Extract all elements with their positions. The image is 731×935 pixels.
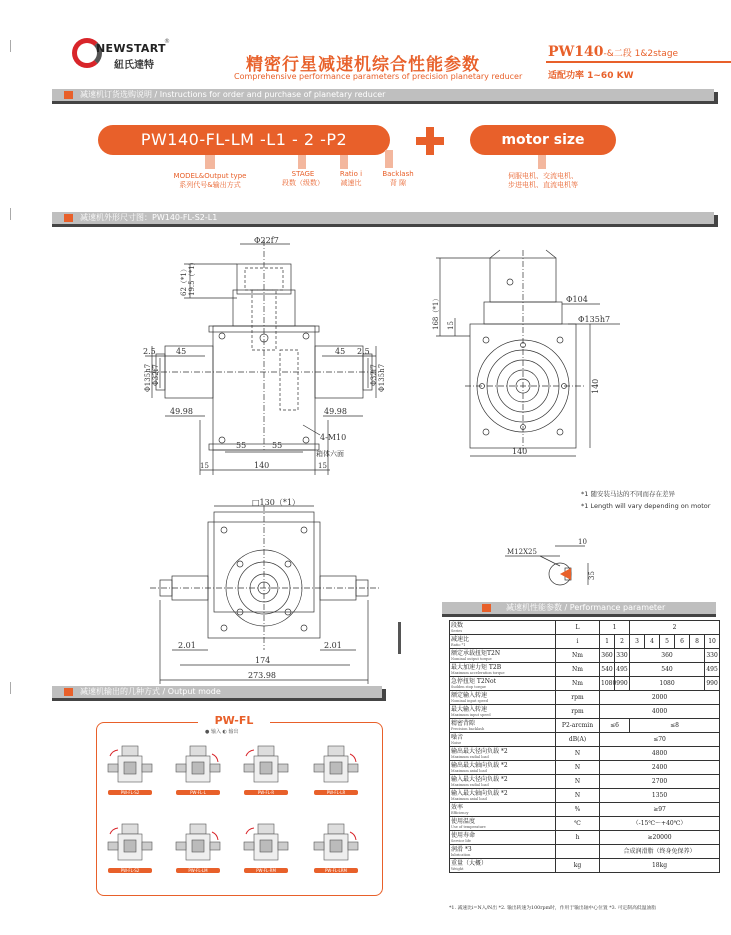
table-cell: L bbox=[556, 621, 600, 635]
row-label: 额定输入转速 Nominal input speed bbox=[450, 691, 556, 705]
callout-stage: STAGE 段数（级数） bbox=[282, 170, 324, 187]
row-label: 额定承载扭矩T2N Nominal output torque bbox=[450, 649, 556, 663]
table-cell: dB(A) bbox=[556, 733, 600, 747]
callout-motor: 伺服电机、交流电机、 步进电机、直流电机等 bbox=[508, 172, 578, 189]
table-cell: 1350 bbox=[600, 789, 720, 803]
table-cell: 10 bbox=[705, 635, 720, 649]
row-label: 段数 Series bbox=[450, 621, 556, 635]
row-label: 输入最大轴向负载 *2 Maximum axial load bbox=[450, 789, 556, 803]
order-section-bar: 减速机订货选购说明 / Instructions for order and purchase of planetary reducer bbox=[52, 89, 714, 101]
table-cell: 18kg bbox=[600, 859, 720, 873]
table-cell: N bbox=[556, 761, 600, 775]
dim-25a: 2.5 bbox=[143, 347, 156, 356]
dim-m10-cn: 箱体六面 bbox=[316, 450, 344, 458]
table-cell: 5 bbox=[660, 635, 675, 649]
table-cell: 1 bbox=[600, 621, 630, 635]
dim-168: 168（*1） bbox=[432, 294, 440, 330]
output-mode-label: PW-FL-R bbox=[244, 790, 288, 795]
output-mode-title: PW-FL bbox=[198, 714, 270, 727]
output-mode-drawing bbox=[310, 740, 362, 790]
output-mode-item bbox=[104, 740, 156, 798]
table-cell: 330 bbox=[705, 649, 720, 663]
table-cell: 990 bbox=[705, 677, 720, 691]
table-cell: h bbox=[556, 831, 600, 845]
table-cell: P2-arcmin bbox=[556, 719, 600, 733]
output-mode-label: PW-FL-S2 bbox=[108, 868, 152, 873]
row-label: 使用温度 Use of temperature bbox=[450, 817, 556, 831]
table-cell: rpm bbox=[556, 691, 600, 705]
output-mode-drawing bbox=[240, 818, 292, 868]
table-row bbox=[450, 733, 720, 747]
table-row bbox=[450, 691, 720, 705]
dim-d104: Φ104 bbox=[566, 295, 588, 304]
motor-size-label: motor size bbox=[470, 125, 616, 155]
table-cell: 合成润滑脂（终身免保养） bbox=[600, 845, 720, 859]
callout-ratio: Ratio i 减速比 bbox=[339, 170, 363, 187]
output-mode-item bbox=[240, 818, 292, 876]
output-mode-label: PW-FL-LRM bbox=[314, 868, 358, 873]
output-mode-drawing bbox=[104, 818, 156, 868]
table-cell bbox=[556, 845, 600, 859]
margin-mark bbox=[10, 40, 11, 52]
row-label: 急停扭矩 T2Not Sudden stop torque bbox=[450, 677, 556, 691]
dim-d135a: Φ135h7 bbox=[144, 363, 152, 392]
dim-d135b: Φ135h7 bbox=[378, 363, 386, 392]
order-code: PW140-FL-LM -L1 - 2 -P2 bbox=[98, 125, 390, 155]
output-mode-label: PW-FL-L bbox=[176, 790, 220, 795]
row-label: 最大加速力矩 T2B Maximum acceleration torque bbox=[450, 663, 556, 677]
dim-k35: 35 bbox=[588, 571, 596, 580]
dim-140: 140 bbox=[254, 461, 270, 470]
output-mode-label: PW-FL-S2 bbox=[108, 790, 152, 795]
row-label: 减速比 Ratio *1 bbox=[450, 635, 556, 649]
table-cell: N bbox=[556, 775, 600, 789]
table-cell: ≥97 bbox=[600, 803, 720, 817]
row-label: 润滑 *3 lubrication bbox=[450, 845, 556, 859]
table-cell: 360 bbox=[600, 649, 615, 663]
table-cell: 3 bbox=[630, 635, 645, 649]
table-cell: 330 bbox=[615, 649, 630, 663]
table-cell: ≤70 bbox=[600, 733, 720, 747]
row-label: 重量（大概） Weight bbox=[450, 859, 556, 873]
table-cell: 360 bbox=[630, 649, 705, 663]
dim-d32a: Φ32f7 bbox=[152, 364, 160, 386]
dim-27398: 273.98 bbox=[248, 671, 276, 680]
output-mode-drawing bbox=[240, 740, 292, 790]
perf-section-bar: 减速机性能参数 / Performance parameter bbox=[442, 602, 716, 614]
dim-d62: 62（*1） bbox=[180, 265, 188, 296]
table-row bbox=[450, 775, 720, 789]
table-cell: 2 bbox=[630, 621, 720, 635]
dim-174: 174 bbox=[255, 656, 271, 665]
dim-d32b: Φ32f7 bbox=[370, 364, 378, 386]
table-row bbox=[450, 705, 720, 719]
dim-4998b: 49.98 bbox=[324, 407, 347, 416]
brand-name: NEWSTART bbox=[96, 42, 166, 55]
table-row bbox=[450, 677, 720, 691]
output-mode-label: PW-FL-RM bbox=[244, 868, 288, 873]
callout-backlash: Backlash 背 隙 bbox=[382, 170, 414, 187]
table-cell: 4800 bbox=[600, 747, 720, 761]
table-cell: kg bbox=[556, 859, 600, 873]
table-cell: N bbox=[556, 789, 600, 803]
dim-sq130: □130（*1） bbox=[252, 498, 300, 507]
dim-15b: 15 bbox=[318, 462, 327, 470]
output-mode-drawing bbox=[172, 740, 224, 790]
registered-mark: ® bbox=[164, 38, 170, 45]
table-cell: 1 bbox=[600, 635, 615, 649]
table-cell: ≥20000 bbox=[600, 831, 720, 845]
table-cell: 2700 bbox=[600, 775, 720, 789]
output-mode-item bbox=[172, 818, 224, 876]
output-mode-item bbox=[240, 740, 292, 798]
table-cell: 4 bbox=[645, 635, 660, 649]
output-section-bar: 减速机输出的几种方式 / Output mode bbox=[52, 686, 382, 698]
model-underline bbox=[546, 61, 731, 63]
page-subtitle: Comprehensive performance parameters of precision planetary reducer bbox=[234, 72, 523, 81]
table-row bbox=[450, 859, 720, 873]
row-label: 精密背隙 Precision backlash bbox=[450, 719, 556, 733]
table-cell: i bbox=[556, 635, 600, 649]
table-cell: 990 bbox=[615, 677, 630, 691]
output-mode-item bbox=[104, 818, 156, 876]
callout-model: MODEL&Output type 系列代号&输出方式 bbox=[173, 172, 247, 189]
table-row bbox=[450, 747, 720, 761]
dim-4998a: 49.98 bbox=[170, 407, 193, 416]
output-mode-label: PW-FL-LM bbox=[176, 868, 220, 873]
plus-icon bbox=[416, 127, 444, 155]
output-mode-item bbox=[172, 740, 224, 798]
output-mode-item bbox=[310, 818, 362, 876]
perf-footnote: *1. 减速比i=N入/N出 *2. 输出转速为100rpm时，作用于输出轴中心位置 *3. 可定制高低温油脂 bbox=[449, 906, 657, 911]
output-mode-item bbox=[310, 740, 362, 798]
dim-k10: 10 bbox=[578, 538, 587, 546]
table-cell: 540 bbox=[630, 663, 705, 677]
power-range: 适配功率 1~60 KW bbox=[548, 71, 634, 81]
table-cell: 1080 bbox=[600, 677, 615, 691]
table-cell: N bbox=[556, 747, 600, 761]
table-row bbox=[450, 635, 720, 649]
table-row bbox=[450, 663, 720, 677]
dim-15a: 15 bbox=[200, 462, 209, 470]
dim-d22: Φ22f7 bbox=[254, 236, 279, 245]
table-cell: 6 bbox=[675, 635, 690, 649]
row-label: 输入最大径向负载 *2 Maximum radial load bbox=[450, 775, 556, 789]
output-mode-label: PW-FL-LR bbox=[314, 790, 358, 795]
dim-15c: 15 bbox=[447, 321, 455, 330]
table-cell: 495 bbox=[615, 663, 630, 677]
dim-55b: 55 bbox=[272, 441, 283, 450]
dim-d135c: Φ135h7 bbox=[578, 315, 611, 324]
table-row bbox=[450, 789, 720, 803]
row-label: 输出最大轴向负载 *2 Maximum axial load bbox=[450, 761, 556, 775]
table-cell: 2000 bbox=[600, 691, 720, 705]
table-row bbox=[450, 761, 720, 775]
dim-45b: 45 bbox=[335, 347, 346, 356]
dim-201a: 2.01 bbox=[178, 641, 196, 650]
motor-length-note: *1 随安装马达的不同而存在差异 *1 Length will vary depending on motor bbox=[581, 490, 711, 510]
table-cell: Nm bbox=[556, 649, 600, 663]
performance-table bbox=[449, 620, 720, 873]
table-cell: Nm bbox=[556, 677, 600, 691]
table-row bbox=[450, 817, 720, 831]
table-cell: ℃ bbox=[556, 817, 600, 831]
table-cell: % bbox=[556, 803, 600, 817]
dim-55a: 55 bbox=[236, 441, 247, 450]
table-cell: 8 bbox=[690, 635, 705, 649]
table-row bbox=[450, 831, 720, 845]
table-cell: ≤8 bbox=[630, 719, 720, 733]
output-mode-drawing bbox=[310, 818, 362, 868]
dim-d195: 19.5（*1） bbox=[188, 258, 196, 296]
dim-25b: 2.5 bbox=[357, 347, 370, 356]
table-row bbox=[450, 719, 720, 733]
table-cell: 4000 bbox=[600, 705, 720, 719]
table-cell: 2 bbox=[615, 635, 630, 649]
dim-201b: 2.01 bbox=[324, 641, 342, 650]
table-row bbox=[450, 649, 720, 663]
dim-m10: 4-M10 bbox=[320, 433, 347, 442]
table-cell: 495 bbox=[705, 663, 720, 677]
table-cell: 2400 bbox=[600, 761, 720, 775]
table-cell: ≤6 bbox=[600, 719, 630, 733]
side-view bbox=[436, 250, 620, 456]
output-mode-drawing bbox=[104, 740, 156, 790]
dim-m12: M12X25 bbox=[507, 548, 537, 556]
output-mode-drawing bbox=[172, 818, 224, 868]
row-label: 最大输入转速 Maximum input speed bbox=[450, 705, 556, 719]
table-cell: 1080 bbox=[630, 677, 705, 691]
table-cell: 540 bbox=[600, 663, 615, 677]
model-title: PW140-&二段 1&2stage bbox=[548, 44, 679, 60]
dimension-section-bar: 减速机外形尺寸图：PW140-FL-S2-L1 bbox=[52, 212, 714, 224]
table-row bbox=[450, 845, 720, 859]
dim-140h: 140 bbox=[512, 447, 528, 456]
table-cell: Nm bbox=[556, 663, 600, 677]
row-label: 噪音 Noise bbox=[450, 733, 556, 747]
row-label: 输出最大径向负载 *2 Maximum radial load bbox=[450, 747, 556, 761]
dim-45a: 45 bbox=[176, 347, 187, 356]
table-cell: rpm bbox=[556, 705, 600, 719]
table-row bbox=[450, 621, 720, 635]
brand-name-cn: 紐氏達特 bbox=[114, 60, 154, 71]
output-mode-legend: ● 输入 ◐ 输出 bbox=[205, 729, 239, 735]
row-label: 效率 Efficiency bbox=[450, 803, 556, 817]
row-label: 使用寿命 Service life bbox=[450, 831, 556, 845]
table-row bbox=[450, 803, 720, 817]
page-title: 精密行星减速机综合性能参数 bbox=[246, 55, 480, 75]
table-cell: （-15℃～+40℃） bbox=[600, 817, 720, 831]
dim-140v: 140 bbox=[591, 378, 600, 394]
